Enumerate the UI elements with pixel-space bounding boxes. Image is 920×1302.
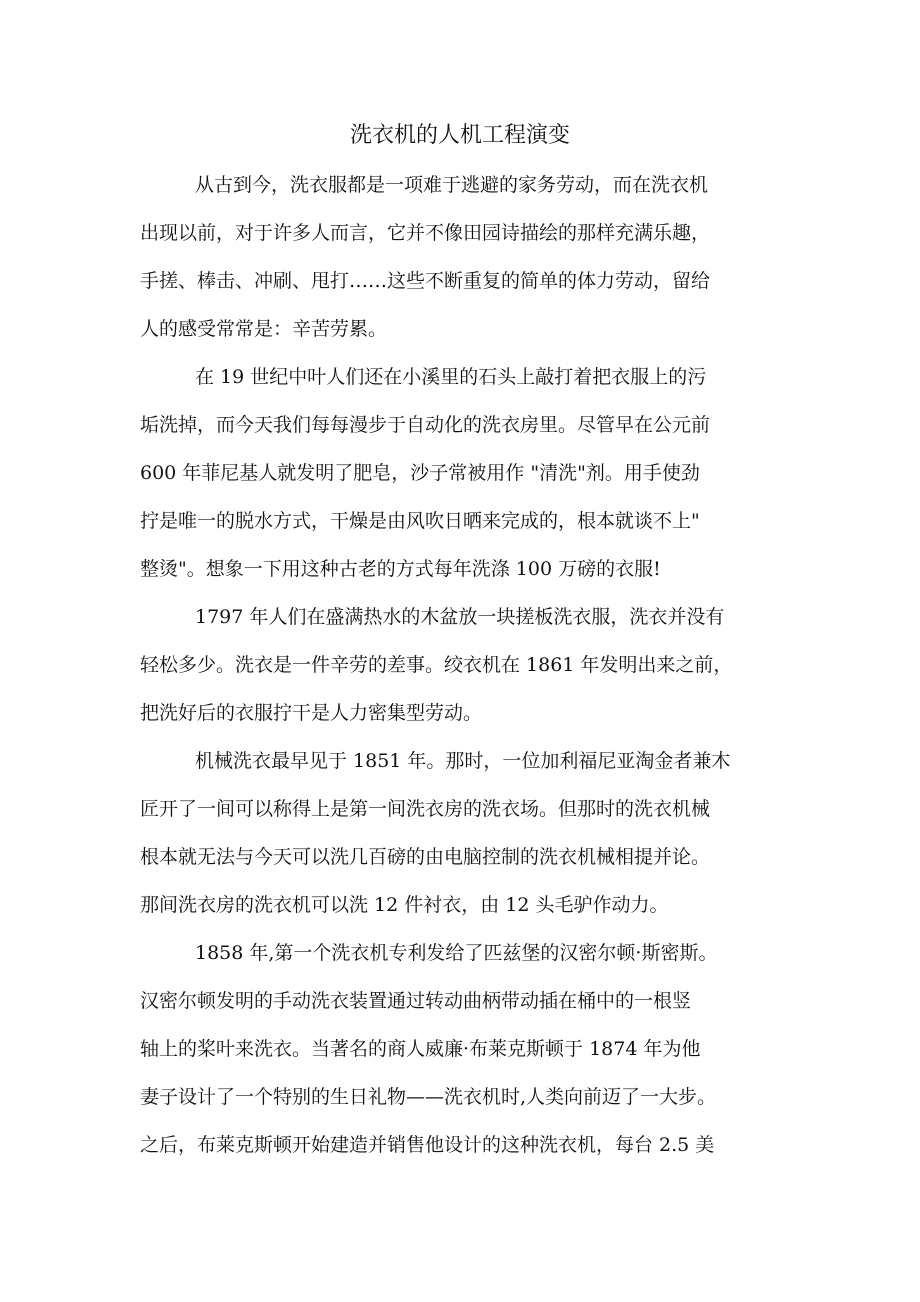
text-line: 轴上的桨叶来洗衣。当著名的商人威廉·布莱克斯顿于 1874 年为他 — [140, 1038, 701, 1060]
text-line: 在 19 世纪中叶人们还在小溪里的石头上敲打着把衣服上的污 — [195, 366, 707, 388]
text-line: 整烫"。想象一下用这种古老的方式每年洗涤 100 万磅的衣服! — [140, 558, 661, 580]
text-line: 把洗好后的衣服拧干是人力密集型劳动。 — [140, 702, 483, 724]
text-line: 600 年菲尼基人就发明了肥皂，沙子常被用作 "清洗"剂。用手使劲 — [140, 462, 700, 484]
text-line: 出现以前，对于许多人而言，它并不像田园诗描绘的那样充满乐趣， — [140, 222, 711, 244]
text-line: 人的感受常常是：辛苦劳累。 — [140, 318, 388, 340]
text-line: 那间洗衣房的洗衣机可以洗 12 件衬衣，由 12 头毛驴作动力。 — [140, 894, 669, 916]
text-line: 匠开了一间可以称得上是第一间洗衣房的洗衣场。但那时的洗衣机械 — [140, 798, 711, 820]
text-line: 1797 年人们在盛满热水的木盆放一块搓板洗衣服，洗衣并没有 — [195, 606, 725, 628]
text-line: 之后，布莱克斯顿开始建造并销售他设计的这种洗衣机，每台 2.5 美 — [140, 1134, 715, 1156]
text-line: 手搓、棒击、冲刷、甩打……这些不断重复的简单的体力劳动，留给 — [140, 270, 711, 292]
document-title: 洗衣机的人机工程演变 — [349, 123, 570, 148]
text-line: 1858 年,第一个洗衣机专利发给了匹兹堡的汉密尔顿·斯密斯。 — [195, 942, 718, 964]
text-line: 根本就无法与今天可以洗几百磅的由电脑控制的洗衣机械相提并论。 — [140, 846, 711, 868]
text-line: 轻松多少。洗衣是一件辛劳的差事。绞衣机在 1861 年发明出来之前， — [140, 654, 733, 676]
text-line: 垢洗掉，而今天我们每每漫步于自动化的洗衣房里。尽管早在公元前 — [140, 414, 711, 436]
text-line: 从古到今，洗衣服都是一项难于逃避的家务劳动，而在洗衣机 — [195, 174, 709, 196]
text-line: 妻子设计了一个特别的生日礼物——洗衣机时,人类向前迈了一大步。 — [140, 1086, 717, 1108]
text-line: 机械洗衣最早见于 1851 年。那时，一位加利福尼亚淘金者兼木 — [195, 750, 731, 772]
text-line: 汉密尔顿发明的手动洗衣装置通过转动曲柄带动插在桶中的一根竖 — [140, 990, 692, 1012]
text-line: 拧是唯一的脱水方式，干燥是由风吹日晒来完成的，根本就谈不上" — [140, 510, 700, 532]
